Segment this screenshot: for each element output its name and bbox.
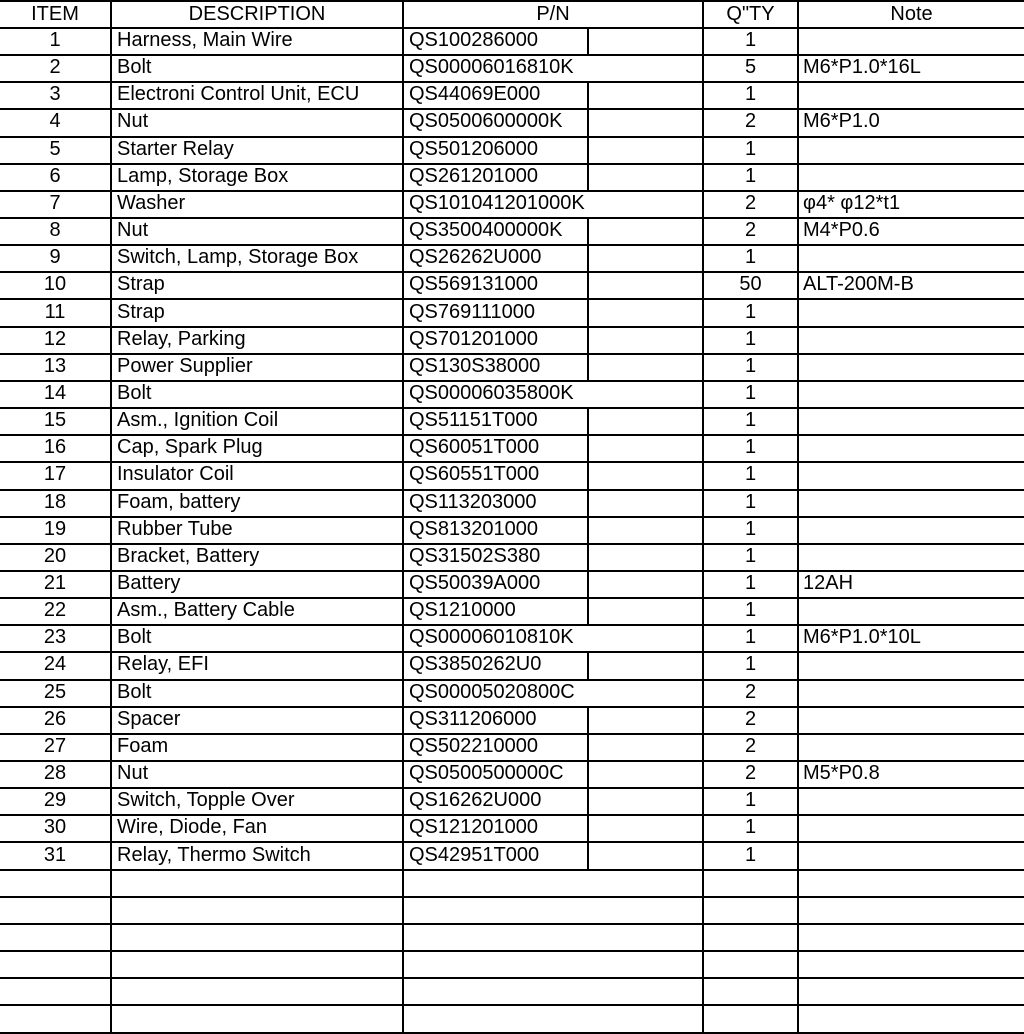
qty-cell: [704, 870, 799, 896]
qty-cell: 1: [704, 28, 799, 54]
pn-cell-divider: [587, 218, 589, 244]
description-cell: Nut: [112, 109, 404, 135]
description-cell: [112, 897, 404, 923]
pn-cell-divider: [587, 164, 589, 190]
pn-cell: QS1210000: [404, 598, 704, 624]
description-cell: Foam, battery: [112, 490, 404, 516]
note-cell: [799, 517, 1024, 543]
empty-table-row: [0, 870, 1024, 898]
pn-cell: QS3850262U0: [404, 652, 704, 678]
item-cell: 27: [0, 734, 112, 760]
pn-cell-divider: [587, 408, 589, 434]
description-cell: Washer: [112, 191, 404, 217]
description-cell: [112, 951, 404, 977]
table-row: [0, 381, 1024, 409]
table-row: [0, 327, 1024, 355]
pn-cell-divider: [587, 109, 589, 135]
item-cell: 2: [0, 55, 112, 81]
table-row: [0, 354, 1024, 382]
item-cell: 17: [0, 462, 112, 488]
description-cell: Battery: [112, 571, 404, 597]
description-cell: Bracket, Battery: [112, 544, 404, 570]
note-cell: [799, 462, 1024, 488]
description-cell: Starter Relay: [112, 137, 404, 163]
table-row: [0, 707, 1024, 735]
pn-cell: QS00006016810K: [404, 55, 704, 81]
description-cell: Nut: [112, 761, 404, 787]
table-row: [0, 218, 1024, 246]
item-cell: 25: [0, 680, 112, 706]
table-row: [0, 462, 1024, 490]
item-cell: 16: [0, 435, 112, 461]
note-cell: φ4* φ12*t1: [803, 191, 901, 214]
description-cell: Insulator Coil: [112, 462, 404, 488]
item-cell: 7: [0, 191, 112, 217]
pn-cell-divider: [587, 544, 589, 570]
pn-cell-divider: [587, 734, 589, 760]
description-cell: Power Supplier: [112, 354, 404, 380]
note-cell: [799, 327, 1024, 353]
note-cell: M6*P1.0*16L: [803, 56, 921, 79]
note-cell: [799, 652, 1024, 678]
pn-cell-divider: [587, 517, 589, 543]
note-cell: [799, 951, 1024, 977]
header-item: ITEM: [0, 2, 112, 27]
table-row: [0, 625, 1024, 653]
item-cell: 18: [0, 490, 112, 516]
item-cell: 3: [0, 82, 112, 108]
qty-cell: 1: [704, 408, 799, 434]
item-cell: [0, 951, 112, 977]
description-cell: [112, 978, 404, 1004]
description-cell: Bolt: [112, 625, 404, 651]
table-row: [0, 843, 1024, 871]
qty-cell: 2: [704, 218, 799, 244]
description-cell: Bolt: [112, 381, 404, 407]
description-cell: Asm., Battery Cable: [112, 598, 404, 624]
description-cell: Electroni Control Unit, ECU: [112, 82, 404, 108]
item-cell: 14: [0, 381, 112, 407]
empty-table-row: [0, 924, 1024, 952]
pn-cell: [404, 951, 704, 977]
note-cell: [799, 788, 1024, 814]
description-cell: Rubber Tube: [112, 517, 404, 543]
qty-cell: 2: [704, 109, 799, 135]
qty-cell: [704, 924, 799, 950]
pn-cell: [404, 897, 704, 923]
note-cell: [799, 815, 1024, 841]
qty-cell: [704, 1005, 799, 1031]
pn-cell: QS3500400000K: [404, 218, 704, 244]
table-row: [0, 164, 1024, 192]
pn-cell: QS130S38000: [404, 354, 704, 380]
note-cell: M5*P0.8: [803, 762, 880, 785]
pn-cell: QS311206000: [404, 707, 704, 733]
item-cell: 30: [0, 815, 112, 841]
description-cell: Harness, Main Wire: [112, 28, 404, 54]
description-cell: Relay, EFI: [112, 652, 404, 678]
table-header-row: [0, 0, 1024, 29]
qty-cell: 1: [704, 815, 799, 841]
table-row: [0, 55, 1024, 83]
item-cell: [0, 870, 112, 896]
qty-cell: 1: [704, 82, 799, 108]
pn-cell-divider: [587, 788, 589, 814]
note-cell: M4*P0.6: [803, 219, 880, 242]
header-qty: Q"TY: [704, 2, 799, 27]
note-cell: [799, 164, 1024, 190]
empty-table-row: [0, 897, 1024, 925]
item-cell: 20: [0, 544, 112, 570]
note-cell: [799, 28, 1024, 54]
qty-cell: 1: [704, 625, 799, 651]
note-cell: [799, 870, 1024, 896]
description-cell: [112, 924, 404, 950]
pn-cell-divider: [587, 435, 589, 461]
note-cell: M6*P1.0: [803, 110, 880, 133]
description-cell: Strap: [112, 300, 404, 326]
pn-cell: QS121201000: [404, 815, 704, 841]
description-cell: Bolt: [112, 680, 404, 706]
qty-cell: 2: [704, 680, 799, 706]
note-cell: M6*P1.0*10L: [803, 626, 921, 649]
header-pn: P/N: [404, 2, 704, 27]
item-cell: 29: [0, 788, 112, 814]
pn-cell-divider: [587, 843, 589, 869]
note-cell: [799, 598, 1024, 624]
pn-cell: QS769111000: [404, 300, 704, 326]
pn-cell-divider: [587, 327, 589, 353]
item-cell: 28: [0, 761, 112, 787]
qty-cell: 2: [704, 707, 799, 733]
item-cell: [0, 1005, 112, 1031]
table-row: [0, 571, 1024, 599]
qty-cell: 5: [704, 55, 799, 81]
pn-cell: QS00005020800C: [404, 680, 704, 706]
pn-cell-divider: [587, 272, 589, 298]
item-cell: 11: [0, 300, 112, 326]
description-cell: Asm., Ignition Coil: [112, 408, 404, 434]
note-cell: [799, 924, 1024, 950]
note-cell: [799, 734, 1024, 760]
item-cell: [0, 978, 112, 1004]
pn-cell-divider: [587, 28, 589, 54]
pn-cell: QS60551T000: [404, 462, 704, 488]
description-cell: Wire, Diode, Fan: [112, 815, 404, 841]
pn-cell: QS44069E000: [404, 82, 704, 108]
pn-cell-divider: [587, 82, 589, 108]
pn-cell: QS813201000: [404, 517, 704, 543]
item-cell: 10: [0, 272, 112, 298]
pn-cell: QS502210000: [404, 734, 704, 760]
item-cell: 13: [0, 354, 112, 380]
note-cell: [799, 978, 1024, 1004]
qty-cell: 1: [704, 544, 799, 570]
pn-cell: QS00006035800K: [404, 381, 704, 407]
item-cell: 26: [0, 707, 112, 733]
description-cell: Switch, Lamp, Storage Box: [112, 245, 404, 271]
item-cell: 24: [0, 652, 112, 678]
pn-cell: QS0500500000C: [404, 761, 704, 787]
pn-cell-divider: [587, 707, 589, 733]
table-row: [0, 815, 1024, 843]
description-cell: Relay, Thermo Switch: [112, 843, 404, 869]
pn-cell: QS00006010810K: [404, 625, 704, 651]
description-cell: Cap, Spark Plug: [112, 435, 404, 461]
note-cell: [799, 245, 1024, 271]
pn-cell-divider: [587, 761, 589, 787]
note-cell: [799, 897, 1024, 923]
pn-cell: [404, 870, 704, 896]
qty-cell: 1: [704, 517, 799, 543]
pn-cell: QS101041201000K: [404, 191, 704, 217]
pn-cell: QS42951T000: [404, 843, 704, 869]
qty-cell: [704, 951, 799, 977]
item-cell: 6: [0, 164, 112, 190]
table-row: [0, 652, 1024, 680]
pn-cell-divider: [587, 490, 589, 516]
qty-cell: 1: [704, 164, 799, 190]
pn-cell-divider: [587, 245, 589, 271]
pn-cell-divider: [587, 354, 589, 380]
table-row: [0, 544, 1024, 572]
item-cell: 12: [0, 327, 112, 353]
note-cell: [799, 707, 1024, 733]
qty-cell: 2: [704, 734, 799, 760]
note-cell: [799, 490, 1024, 516]
item-cell: 5: [0, 137, 112, 163]
item-cell: 19: [0, 517, 112, 543]
note-cell: [799, 137, 1024, 163]
pn-cell-divider: [587, 137, 589, 163]
description-cell: Switch, Topple Over: [112, 788, 404, 814]
note-cell: ALT-200M-B: [803, 273, 914, 296]
table-row: [0, 137, 1024, 165]
item-cell: 21: [0, 571, 112, 597]
qty-cell: 1: [704, 788, 799, 814]
pn-cell: QS16262U000: [404, 788, 704, 814]
qty-cell: 2: [704, 191, 799, 217]
qty-cell: 1: [704, 843, 799, 869]
pn-cell: [404, 978, 704, 1004]
pn-cell: [404, 1005, 704, 1031]
note-cell: [799, 435, 1024, 461]
pn-cell-divider: [587, 598, 589, 624]
qty-cell: 1: [704, 381, 799, 407]
pn-cell: QS569131000: [404, 272, 704, 298]
qty-cell: [704, 897, 799, 923]
pn-cell-divider: [587, 652, 589, 678]
pn-cell: QS701201000: [404, 327, 704, 353]
note-cell: [799, 82, 1024, 108]
pn-cell: QS60051T000: [404, 435, 704, 461]
qty-cell: 2: [704, 761, 799, 787]
item-cell: 23: [0, 625, 112, 651]
table-row: [0, 517, 1024, 545]
note-cell: [799, 300, 1024, 326]
empty-table-row: [0, 1005, 1024, 1033]
description-cell: [112, 1005, 404, 1031]
note-cell: [799, 354, 1024, 380]
pn-cell-divider: [587, 462, 589, 488]
table-row: [0, 598, 1024, 626]
empty-table-row: [0, 951, 1024, 979]
note-cell: [799, 408, 1024, 434]
description-cell: Bolt: [112, 55, 404, 81]
table-row: [0, 680, 1024, 708]
description-cell: Lamp, Storage Box: [112, 164, 404, 190]
pn-cell: QS100286000: [404, 28, 704, 54]
table-row: [0, 435, 1024, 463]
table-row: [0, 300, 1024, 328]
qty-cell: 50: [704, 272, 799, 298]
pn-cell-divider: [587, 815, 589, 841]
pn-cell-divider: [587, 571, 589, 597]
pn-cell: QS501206000: [404, 137, 704, 163]
pn-cell: QS261201000: [404, 164, 704, 190]
table-row: [0, 408, 1024, 436]
qty-cell: 1: [704, 571, 799, 597]
note-cell: 12AH: [803, 572, 854, 594]
qty-cell: 1: [704, 435, 799, 461]
description-cell: Relay, Parking: [112, 327, 404, 353]
item-cell: 9: [0, 245, 112, 271]
table-row: [0, 109, 1024, 137]
table-row: [0, 245, 1024, 273]
qty-cell: 1: [704, 462, 799, 488]
qty-cell: 1: [704, 245, 799, 271]
description-cell: Spacer: [112, 707, 404, 733]
note-cell: [799, 843, 1024, 869]
qty-cell: [704, 978, 799, 1004]
pn-cell-divider: [587, 300, 589, 326]
description-cell: Foam: [112, 734, 404, 760]
item-cell: 22: [0, 598, 112, 624]
table-row: [0, 191, 1024, 219]
qty-cell: 1: [704, 490, 799, 516]
pn-cell: QS0500600000K: [404, 109, 704, 135]
table-row: [0, 490, 1024, 518]
table-row: [0, 734, 1024, 762]
table-row: [0, 272, 1024, 300]
note-cell: [799, 680, 1024, 706]
item-cell: 31: [0, 843, 112, 869]
table-row: [0, 788, 1024, 816]
item-cell: [0, 924, 112, 950]
description-cell: Strap: [112, 272, 404, 298]
item-cell: 15: [0, 408, 112, 434]
qty-cell: 1: [704, 327, 799, 353]
item-cell: [0, 897, 112, 923]
table-row: [0, 761, 1024, 789]
header-note: Note: [890, 3, 933, 25]
header-description: DESCRIPTION: [112, 2, 404, 27]
note-cell: [799, 381, 1024, 407]
table-row: [0, 28, 1024, 56]
pn-cell: QS31502S380: [404, 544, 704, 570]
empty-table-row: [0, 978, 1024, 1006]
qty-cell: 1: [704, 300, 799, 326]
pn-cell: QS51151T000: [404, 408, 704, 434]
pn-cell: QS26262U000: [404, 245, 704, 271]
qty-cell: 1: [704, 598, 799, 624]
note-cell: [799, 1005, 1024, 1031]
pn-cell: [404, 924, 704, 950]
description-cell: Nut: [112, 218, 404, 244]
description-cell: [112, 870, 404, 896]
pn-cell: QS50039A000: [404, 571, 704, 597]
item-cell: 8: [0, 218, 112, 244]
note-cell: [799, 544, 1024, 570]
table-row: [0, 82, 1024, 110]
pn-cell: QS113203000: [404, 490, 704, 516]
qty-cell: 1: [704, 354, 799, 380]
item-cell: 1: [0, 28, 112, 54]
qty-cell: 1: [704, 652, 799, 678]
qty-cell: 1: [704, 137, 799, 163]
item-cell: 4: [0, 109, 112, 135]
